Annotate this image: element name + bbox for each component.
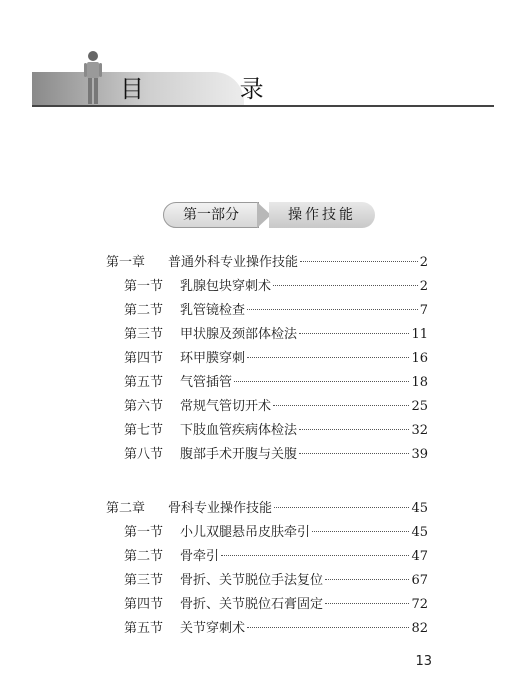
dot-leader [273,405,409,406]
chapter-title: 普通外科专业操作技能 [168,255,299,270]
section-title: 小儿双腿悬吊皮肤牵引 [180,525,311,540]
section-page: 72 [411,597,428,612]
part-title: 操作技能 [269,202,375,228]
page-title: 目 录 [120,75,308,103]
section-page: 47 [411,549,428,564]
chapter-page: 45 [411,501,428,516]
part-label: 第一部分 [163,202,259,228]
section-number: 第一节 [124,279,164,294]
dot-leader [299,333,409,334]
section-number: 第三节 [124,327,164,342]
toc-section[interactable] [124,275,428,299]
section-title: 关节穿刺术 [180,621,246,636]
dot-leader [325,603,409,604]
section-page: 82 [411,621,428,636]
toc-section[interactable] [124,347,428,371]
section-number: 第三节 [124,573,164,588]
dot-leader [247,357,409,358]
section-title: 甲状腺及颈部体检法 [180,327,298,342]
section-number: 第五节 [124,621,164,636]
chapter-number: 第一章 [106,255,146,270]
dot-leader [247,309,418,310]
toc-section[interactable] [124,371,428,395]
section-page: 45 [411,525,428,540]
toc-section[interactable] [124,617,428,641]
section-page: 25 [411,399,428,414]
toc-chapter-1[interactable] [106,251,428,275]
part-banner [163,202,375,228]
section-page: 2 [419,279,428,294]
dot-leader [300,261,418,262]
dot-leader [299,429,409,430]
dot-leader [273,285,418,286]
toc-section[interactable] [124,569,428,593]
toc-section[interactable] [124,521,428,545]
section-title: 乳管镜检查 [180,303,246,318]
section-number: 第七节 [124,423,164,438]
toc-section[interactable] [124,395,428,419]
section-title: 常规气管切开术 [180,399,272,414]
toc-section[interactable] [124,323,428,347]
toc-section[interactable] [124,443,428,467]
section-title: 乳腺包块穿刺术 [180,279,272,294]
dot-leader [221,555,409,556]
section-number: 第一节 [124,525,164,540]
section-page: 39 [411,447,428,462]
toc-section[interactable] [124,545,428,569]
section-number: 第二节 [124,549,164,564]
page-header [0,0,520,120]
section-page: 18 [411,375,428,390]
section-page: 67 [411,573,428,588]
section-number: 第五节 [124,375,164,390]
section-number: 第八节 [124,447,164,462]
chapter-title: 骨科专业操作技能 [168,501,273,516]
toc-section[interactable] [124,299,428,323]
dot-leader [247,627,409,628]
section-page: 16 [411,351,428,366]
section-number: 第二节 [124,303,164,318]
section-page: 7 [419,303,428,318]
section-number: 第四节 [124,597,164,612]
section-title: 骨牵引 [180,549,220,564]
section-title: 腹部手术开腹与关腹 [180,447,298,462]
chapter-page: 2 [419,255,428,270]
chapter-number: 第二章 [106,501,146,516]
dot-leader [274,507,409,508]
section-page: 11 [411,327,428,342]
section-number: 第四节 [124,351,164,366]
dot-leader [312,531,409,532]
dot-leader [325,579,409,580]
standing-person-icon [82,50,104,106]
section-title: 下肢血管疾病体检法 [180,423,298,438]
section-title: 骨折、关节脱位手法复位 [180,573,324,588]
toc-section[interactable] [124,593,428,617]
section-page: 32 [411,423,428,438]
section-title: 环甲膜穿刺 [180,351,246,366]
toc-chapter-2[interactable] [106,497,428,521]
section-title: 骨折、关节脱位石膏固定 [180,597,324,612]
toc-section[interactable] [124,419,428,443]
section-number: 第六节 [124,399,164,414]
header-divider [32,105,494,107]
page-number: 13 [415,654,432,669]
section-title: 气管插管 [180,375,233,390]
dot-leader [234,381,409,382]
dot-leader [299,453,409,454]
